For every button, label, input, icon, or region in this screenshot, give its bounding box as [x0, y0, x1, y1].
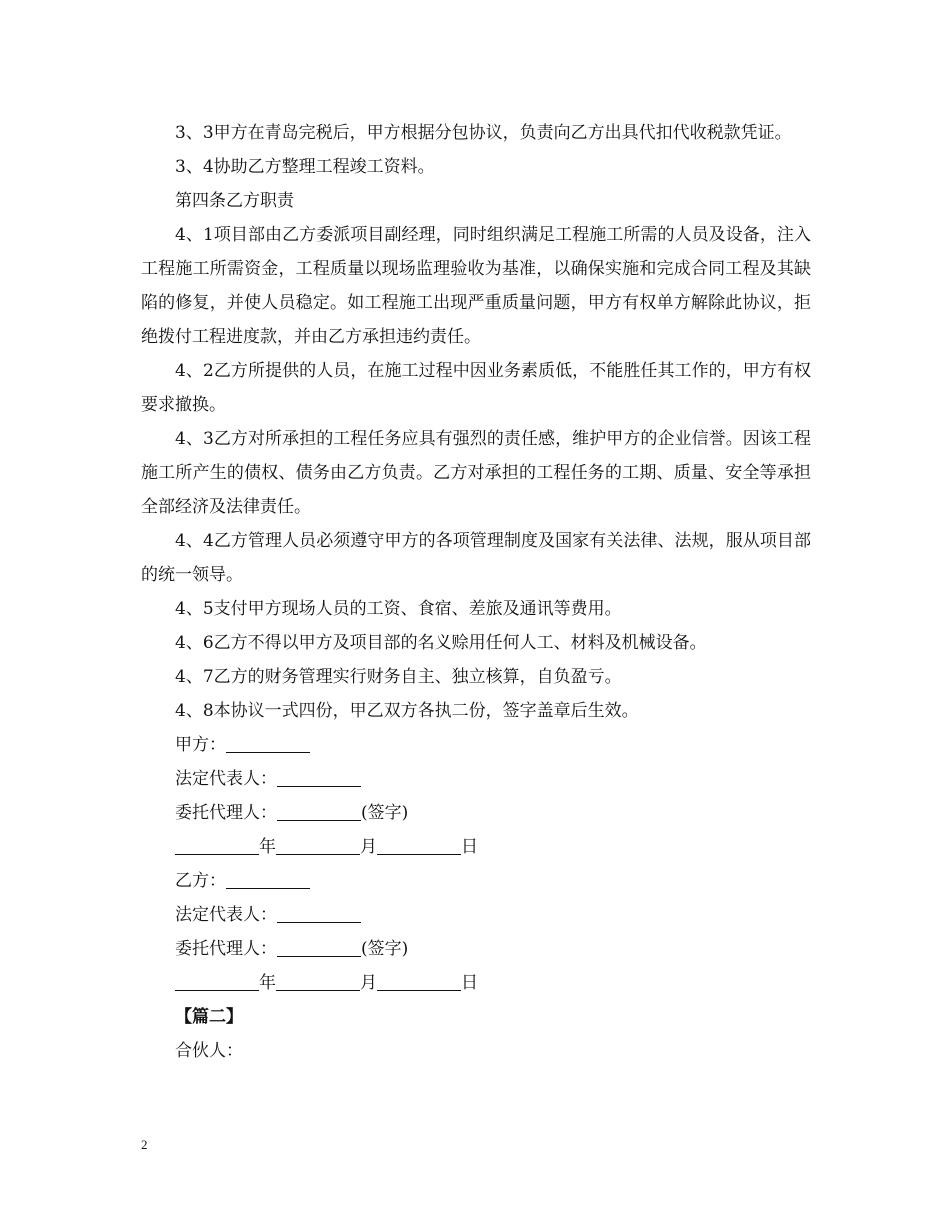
party-b-legal-rep-label: 法定代表人： [175, 905, 277, 925]
party-b-agent-line [141, 932, 811, 966]
section-two-heading: 【篇二】 [175, 1007, 243, 1027]
party-b-blank [226, 868, 310, 889]
clause-4-7: 4、7乙方的财务管理实行财务自主、独立核算，自负盈亏。 [175, 667, 622, 687]
party-b-month-label: 月 [360, 973, 377, 993]
party-a-year-blank [175, 834, 259, 855]
party-a-line [141, 728, 811, 762]
party-b-legal-rep-blank [277, 902, 361, 923]
party-a-sign-note: (签字) [361, 803, 409, 823]
party-b-year-label: 年 [259, 973, 276, 993]
document-body [141, 116, 811, 1068]
party-b-day-label: 日 [461, 973, 478, 993]
clause-4-3: 4、3乙方对所承担的工程任务应具有强烈的责任感，维护甲方的企业信誉。因该工程施工所产生的债权、债务由乙方负责。乙方对承担的工程任务的工期、质量、安全等承担全部经济及法律责任。 [141, 429, 811, 517]
party-a-legal-rep-label: 法定代表人： [175, 769, 277, 789]
clause-4-1: 4、1项目部由乙方委派项目副经理，同时组织满足工程施工所需的人员及设备，注入工程施工所需资金，工程质量以现场监理验收为基准，以确保实施和完成合同工程及其缺陷的修复，并使人员稳定。如工程施工出现严重质量问题，甲方有权单方解除此协议，拒绝拨付工程进度款，并由乙方承担违约责任。 [141, 225, 811, 347]
party-b-year-blank [175, 970, 259, 991]
clause-4-2: 4、2乙方所提供的人员，在施工过程中因业务素质低，不能胜任其工作的，甲方有权要求撤换。 [141, 361, 811, 415]
party-a-legal-rep-line [141, 762, 811, 796]
party-a-month-blank [276, 834, 360, 855]
party-b-agent-label: 委托代理人： [175, 939, 277, 959]
party-a-agent-label: 委托代理人： [175, 803, 277, 823]
clause-4-6: 4、6乙方不得以甲方及项目部的名义赊用任何人工、材料及机械设备。 [175, 633, 707, 653]
party-a-day-label: 日 [461, 837, 478, 857]
party-a-date-line [141, 830, 811, 864]
party-a-legal-rep-blank [277, 766, 361, 787]
clause-3-4: 3、4协助乙方整理工程竣工资料。 [175, 157, 435, 177]
party-b-day-blank [377, 970, 461, 991]
party-b-legal-rep-line [141, 898, 811, 932]
party-b-date-line [141, 966, 811, 1000]
party-a-agent-blank [277, 800, 361, 821]
party-b-agent-blank [277, 936, 361, 957]
article-4-heading: 第四条乙方职责 [175, 191, 294, 211]
clause-3-3: 3、3甲方在青岛完税后，甲方根据分包协议，负责向乙方出具代扣代收税款凭证。 [175, 123, 792, 143]
party-a-day-blank [377, 834, 461, 855]
party-a-month-label: 月 [360, 837, 377, 857]
clause-4-5: 4、5支付甲方现场人员的工资、食宿、差旅及通讯等费用。 [175, 599, 622, 619]
partner-label: 合伙人： [175, 1041, 243, 1061]
party-a-year-label: 年 [259, 837, 276, 857]
clause-4-8: 4、8本协议一式四份，甲乙双方各执二份，签字盖章后生效。 [175, 701, 639, 721]
party-a-blank [226, 732, 310, 753]
party-b-month-blank [276, 970, 360, 991]
party-a-agent-line [141, 796, 811, 830]
party-b-sign-note: (签字) [361, 939, 409, 959]
clause-4-4: 4、4乙方管理人员必须遵守甲方的各项管理制度及国家有关法律、法规，服从项目部的统一领导。 [141, 531, 811, 585]
party-b-label: 乙方： [175, 871, 226, 891]
page-number: 2 [141, 1137, 148, 1152]
party-a-label: 甲方： [175, 735, 226, 755]
party-b-line [141, 864, 811, 898]
